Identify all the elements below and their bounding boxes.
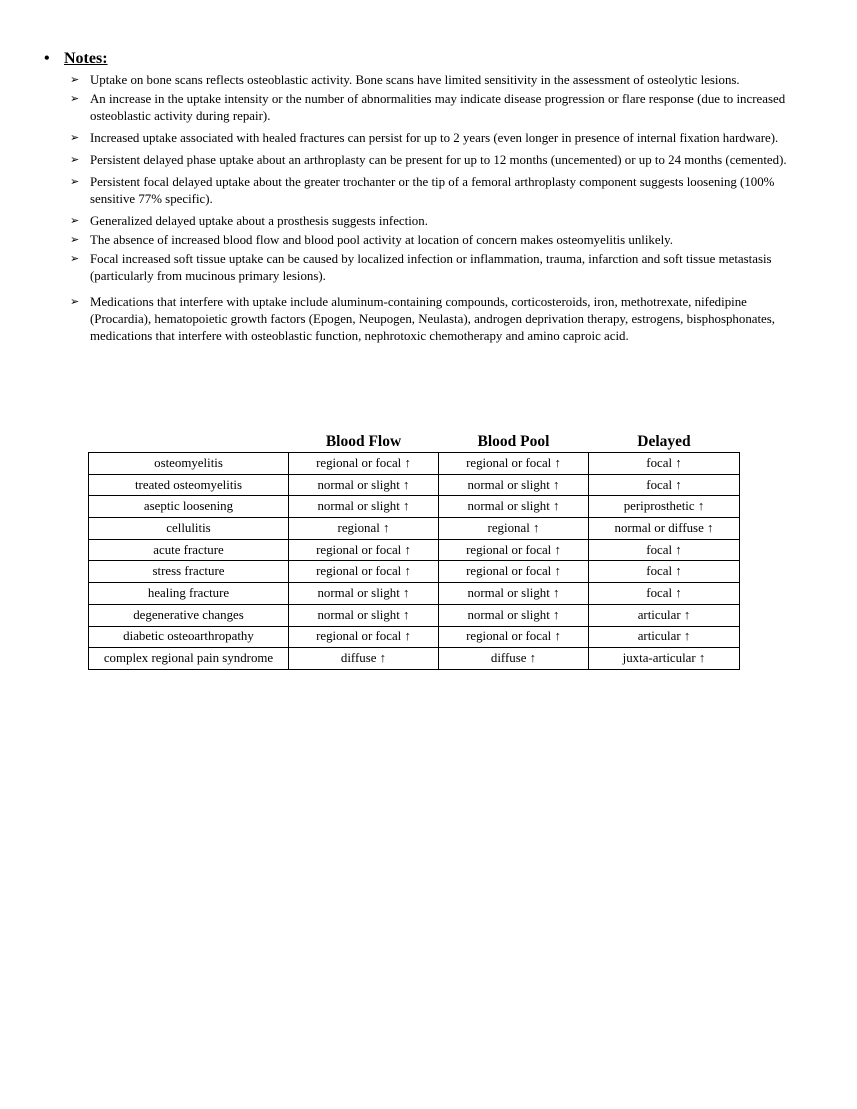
arrow-bullet-icon: ➢ bbox=[70, 252, 80, 265]
note-item bbox=[70, 294, 805, 345]
table-row bbox=[89, 518, 740, 540]
arrow-bullet-icon: ➢ bbox=[70, 73, 80, 86]
column-header-blood-pool: Blood Pool bbox=[477, 432, 550, 450]
arrow-bullet-icon: ➢ bbox=[70, 153, 80, 166]
condition-cell: diabetic osteoarthropathy bbox=[89, 626, 289, 648]
blood-flow-cell: regional or focal ↑ bbox=[289, 561, 439, 583]
blood-flow-cell: regional ↑ bbox=[289, 518, 439, 540]
blood-flow-cell: regional or focal ↑ bbox=[289, 626, 439, 648]
condition-cell: degenerative changes bbox=[89, 604, 289, 626]
note-text: An increase in the uptake intensity or the number of abnormalities may indicate disease progression or flare response (due to increased osteoblastic activity during repair). bbox=[90, 92, 786, 123]
notes-heading bbox=[44, 49, 108, 69]
arrow-bullet-icon: ➢ bbox=[70, 295, 80, 308]
blood-pool-cell: regional or focal ↑ bbox=[439, 626, 589, 648]
delayed-cell: focal ↑ bbox=[589, 453, 740, 475]
table-row bbox=[89, 648, 740, 670]
note-item bbox=[70, 152, 805, 169]
delayed-cell: focal ↑ bbox=[589, 561, 740, 583]
table-row bbox=[89, 453, 740, 475]
note-text: Persistent focal delayed uptake about the greater trochanter or the tip of a femoral arthroplasty component suggests loosening (100% sensitive 77% specific). bbox=[90, 175, 775, 206]
condition-cell: stress fracture bbox=[89, 561, 289, 583]
column-header-condition bbox=[89, 432, 289, 453]
blood-flow-cell: regional or focal ↑ bbox=[289, 539, 439, 561]
table-row bbox=[89, 539, 740, 561]
note-text: Uptake on bone scans reflects osteoblastic activity. Bone scans have limited sensitivity in the assessment of osteolytic lesions. bbox=[90, 73, 740, 87]
blood-flow-cell: diffuse ↑ bbox=[289, 648, 439, 670]
condition-cell: cellulitis bbox=[89, 518, 289, 540]
table-row bbox=[89, 496, 740, 518]
condition-cell: treated osteomyelitis bbox=[89, 474, 289, 496]
table-header-row bbox=[89, 432, 740, 453]
blood-pool-cell: normal or slight ↑ bbox=[439, 474, 589, 496]
table-row bbox=[89, 561, 740, 583]
note-text: Increased uptake associated with healed fractures can persist for up to 2 years (even longer in presence of internal fixation hardware). bbox=[90, 131, 779, 145]
column-header-blood-flow: Blood Flow bbox=[325, 432, 402, 450]
delayed-cell: focal ↑ bbox=[589, 539, 740, 561]
note-text: Medications that interfere with uptake include aluminum-containing compounds, corticosteroids, iron, methotrexate, nifedipine (Procardia), hematopoietic growth factors (Epogen, Neupogen, Neulasta), androgen deprivation therapy, estrogens, bisphosphonates, medications that interfere with osteoblastic function, nephrotoxic chemotherapy and amino caproic acid. bbox=[90, 295, 776, 343]
arrow-bullet-icon: ➢ bbox=[70, 175, 80, 188]
blood-flow-cell: normal or slight ↑ bbox=[289, 496, 439, 518]
blood-pool-cell: normal or slight ↑ bbox=[439, 496, 589, 518]
delayed-cell: periprosthetic ↑ bbox=[589, 496, 740, 518]
table-row bbox=[89, 583, 740, 605]
note-text: Generalized delayed uptake about a prosthesis suggests infection. bbox=[90, 214, 428, 228]
delayed-cell: juxta-articular ↑ bbox=[589, 648, 740, 670]
blood-pool-cell: normal or slight ↑ bbox=[439, 583, 589, 605]
arrow-bullet-icon: ➢ bbox=[70, 92, 80, 105]
delayed-cell: focal ↑ bbox=[589, 474, 740, 496]
note-text: The absence of increased blood flow and blood pool activity at location of concern makes osteomyelitis unlikely. bbox=[90, 233, 674, 247]
blood-pool-cell: normal or slight ↑ bbox=[439, 604, 589, 626]
condition-cell: complex regional pain syndrome bbox=[89, 648, 289, 670]
note-item bbox=[70, 232, 805, 249]
note-item bbox=[70, 72, 805, 89]
condition-cell: healing fracture bbox=[89, 583, 289, 605]
blood-flow-cell: normal or slight ↑ bbox=[289, 583, 439, 605]
blood-pool-cell: regional or focal ↑ bbox=[439, 561, 589, 583]
blood-flow-cell: regional or focal ↑ bbox=[289, 453, 439, 475]
note-text: Persistent delayed phase uptake about an arthroplasty can be present for up to 12 months (uncemented) or up to 24 months (cemented). bbox=[90, 153, 787, 167]
scintigraphy-uptake-table bbox=[88, 432, 740, 670]
delayed-cell: focal ↑ bbox=[589, 583, 740, 605]
delayed-cell: articular ↑ bbox=[589, 626, 740, 648]
note-item bbox=[70, 213, 805, 230]
blood-flow-cell: normal or slight ↑ bbox=[289, 474, 439, 496]
arrow-bullet-icon: ➢ bbox=[70, 131, 80, 144]
blood-pool-cell: regional or focal ↑ bbox=[439, 539, 589, 561]
note-item bbox=[70, 174, 805, 208]
blood-pool-cell: regional ↑ bbox=[439, 518, 589, 540]
notes-list bbox=[70, 72, 805, 350]
bullet-glyph: • bbox=[44, 50, 50, 67]
arrow-bullet-icon: ➢ bbox=[70, 214, 80, 227]
note-item bbox=[70, 91, 805, 125]
blood-pool-cell: diffuse ↑ bbox=[439, 648, 589, 670]
note-item bbox=[70, 251, 805, 285]
note-item bbox=[70, 130, 805, 147]
condition-cell: aseptic loosening bbox=[89, 496, 289, 518]
blood-pool-cell: regional or focal ↑ bbox=[439, 453, 589, 475]
table-row bbox=[89, 474, 740, 496]
notes-title: Notes: bbox=[64, 50, 108, 67]
condition-cell: acute fracture bbox=[89, 539, 289, 561]
note-text: Focal increased soft tissue uptake can be caused by localized infection or inflammation, trauma, infarction and soft tissue metastasis (particularly from mucinous primary lesions). bbox=[90, 252, 772, 283]
table-row bbox=[89, 626, 740, 648]
table-row bbox=[89, 604, 740, 626]
delayed-cell: articular ↑ bbox=[589, 604, 740, 626]
blood-flow-cell: normal or slight ↑ bbox=[289, 604, 439, 626]
arrow-bullet-icon: ➢ bbox=[70, 233, 80, 246]
delayed-cell: normal or diffuse ↑ bbox=[589, 518, 740, 540]
column-header-delayed: Delayed bbox=[637, 432, 691, 450]
condition-cell: osteomyelitis bbox=[89, 453, 289, 475]
